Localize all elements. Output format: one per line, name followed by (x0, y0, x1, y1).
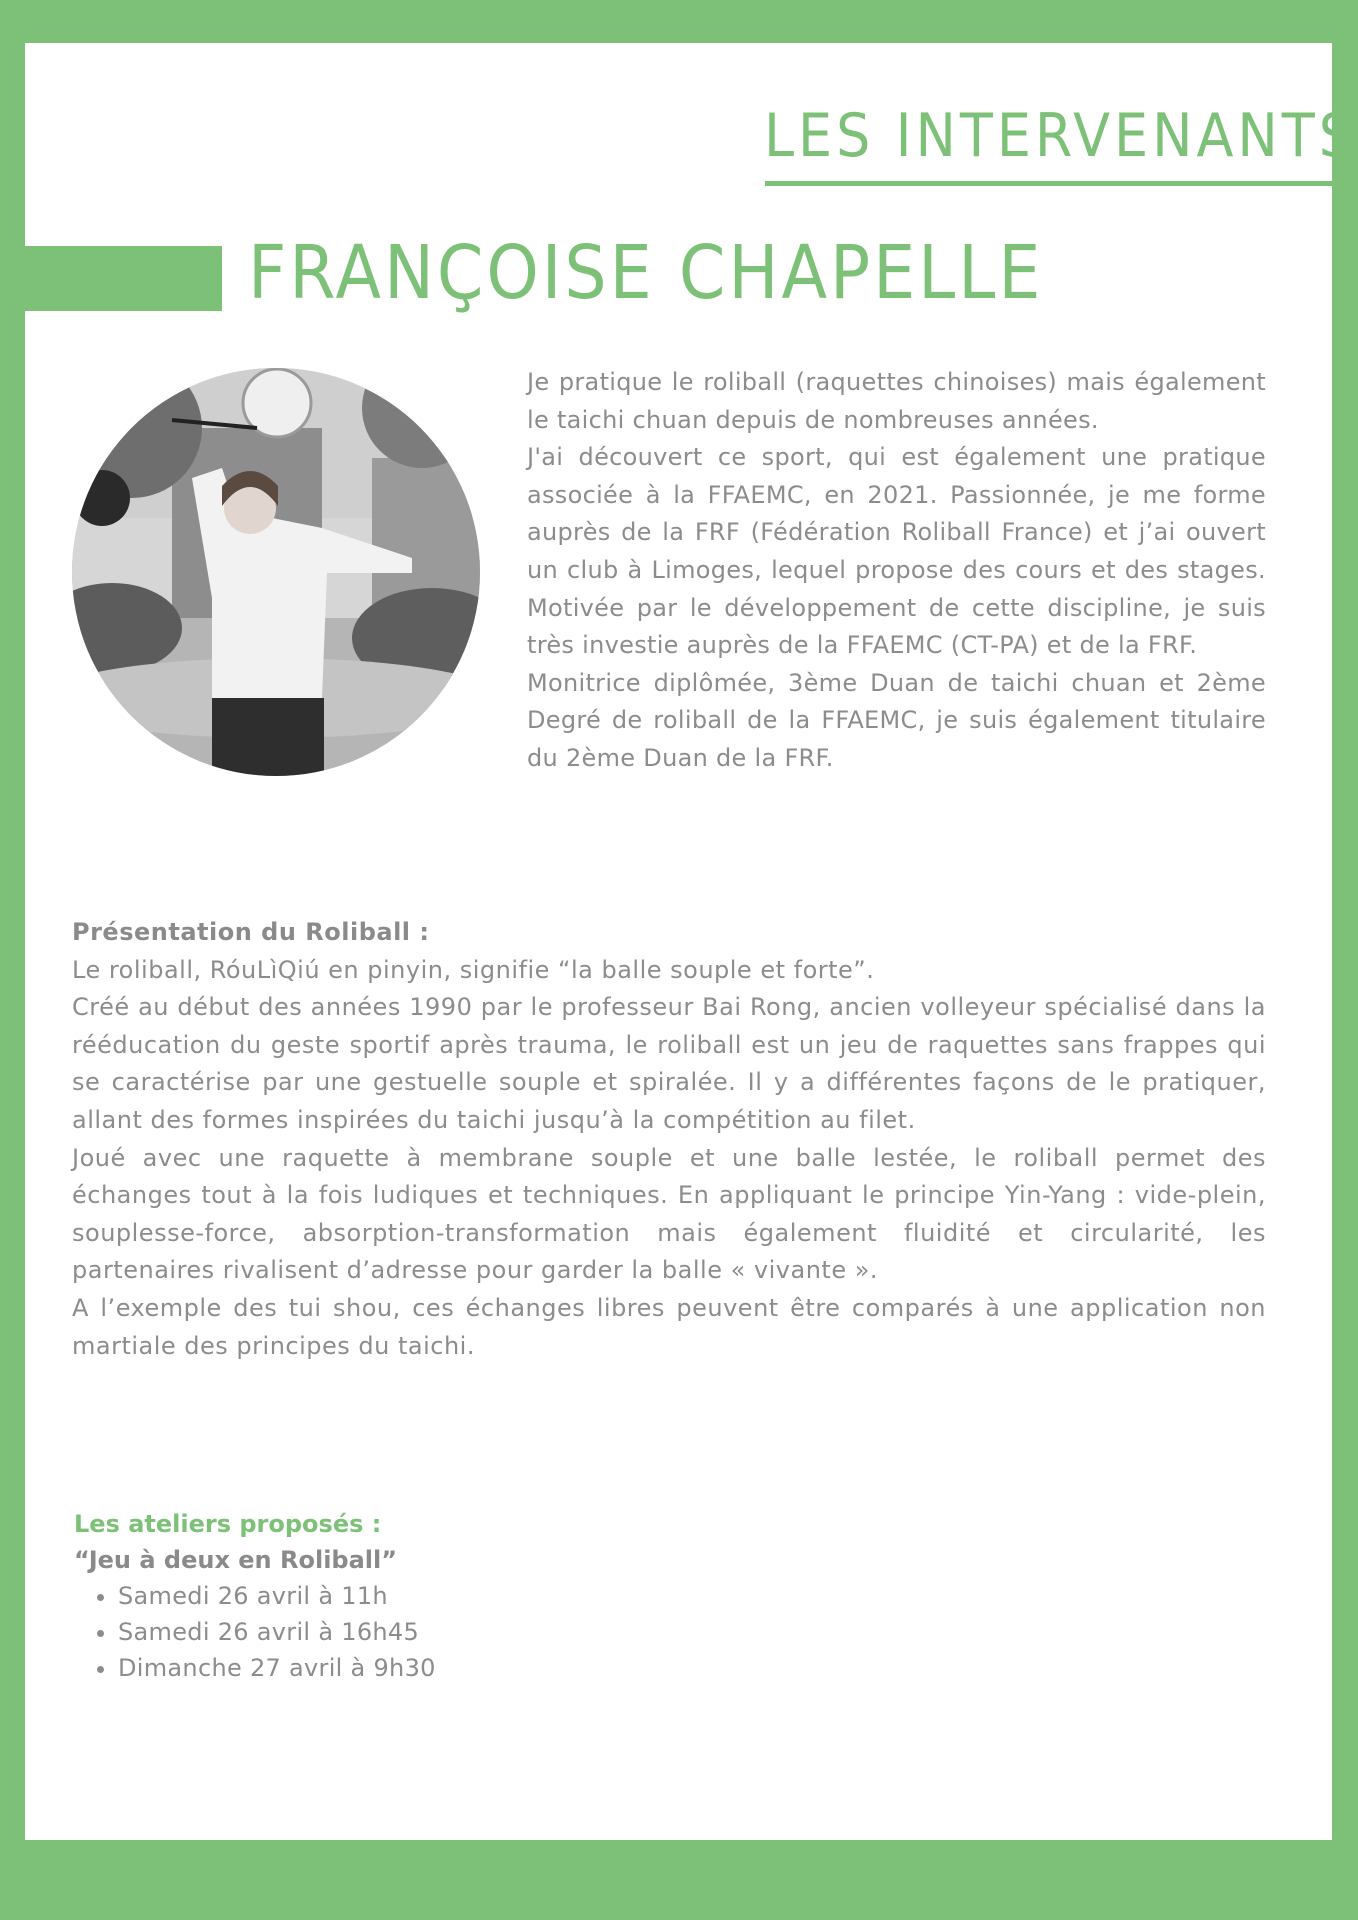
bio-paragraph: Je pratique le roliball (raquettes chinoises) mais également le taichi chuan depuis de nombreuses années. (527, 368, 1266, 434)
bio-paragraph: J'ai découvert ce sport, qui est également une pratique associée à la FFAEMC, en 2021. Passionnée, je me forme auprès de la FRF (Fédération Roliball France) et j’ai ouvert un club à Limoges, lequel propose des cours et des stages. Motivée par le développement de cette discipline, je suis très investie auprès de la FFAEMC (CT-PA) et de la FRF. (527, 443, 1266, 660)
presentation-paragraph: Joué avec une raquette à membrane souple et une balle lestée, le roliball permet des échanges tout à la fois ludiques et techniques. En appliquant le principe Yin-Yang : vide-plein, souplesse-force, absorption-transformation mais également fluidité et circularité, les partenaires rivalisent d’adresse pour garder la balle « vivante ». (72, 1143, 1266, 1285)
workshop-session: • Dimanche 27 avril à 9h30 (118, 1650, 974, 1686)
presentation-section (72, 914, 1266, 1365)
presentation-paragraph: Créé au début des années 1990 par le professeur Bai Rong, ancien volleyeur spécialisé dans la rééducation du geste sportif après trauma, le roliball est un jeu de raquettes sans frappes qui se caractérise par une gestuelle souple et spiralée. Il y a différentes façons de le pratiquer, allant des formes inspirées du taichi jusqu’à la compétition au filet. (72, 993, 1266, 1134)
workshop-title: “Jeu à deux en Roliball” (74, 1546, 398, 1574)
workshops-section (74, 1506, 974, 1686)
title-underline (765, 181, 1332, 186)
bio-text (527, 364, 1266, 778)
workshop-sessions-list (74, 1578, 974, 1686)
portrait-photo-icon (72, 368, 480, 776)
name-accent-bar (25, 246, 222, 311)
portrait-photo (72, 368, 480, 776)
person-name: FRANÇOISE CHAPELLE (248, 230, 1044, 316)
bio-paragraph: Monitrice diplômée, 3ème Duan de taichi chuan et 2ème Degré de roliball de la FFAEMC, je suis également titulaire du 2ème Duan de la FRF. (527, 668, 1266, 772)
workshops-heading: Les ateliers proposés : (74, 1510, 382, 1538)
presentation-heading: Présentation du Roliball : (72, 918, 430, 946)
workshop-session: • Samedi 26 avril à 16h45 (118, 1614, 974, 1650)
presentation-paragraph: A l’exemple des tui shou, ces échanges libres peuvent être comparés à une application non martiale des principes du taichi. (72, 1293, 1266, 1360)
section-title: LES INTERVENANTS (764, 101, 1358, 171)
presentation-paragraph: Le roliball, RóuLìQiú en pinyin, signifie “la balle souple et forte”. (72, 955, 875, 984)
workshop-session: • Samedi 26 avril à 11h (118, 1578, 974, 1614)
